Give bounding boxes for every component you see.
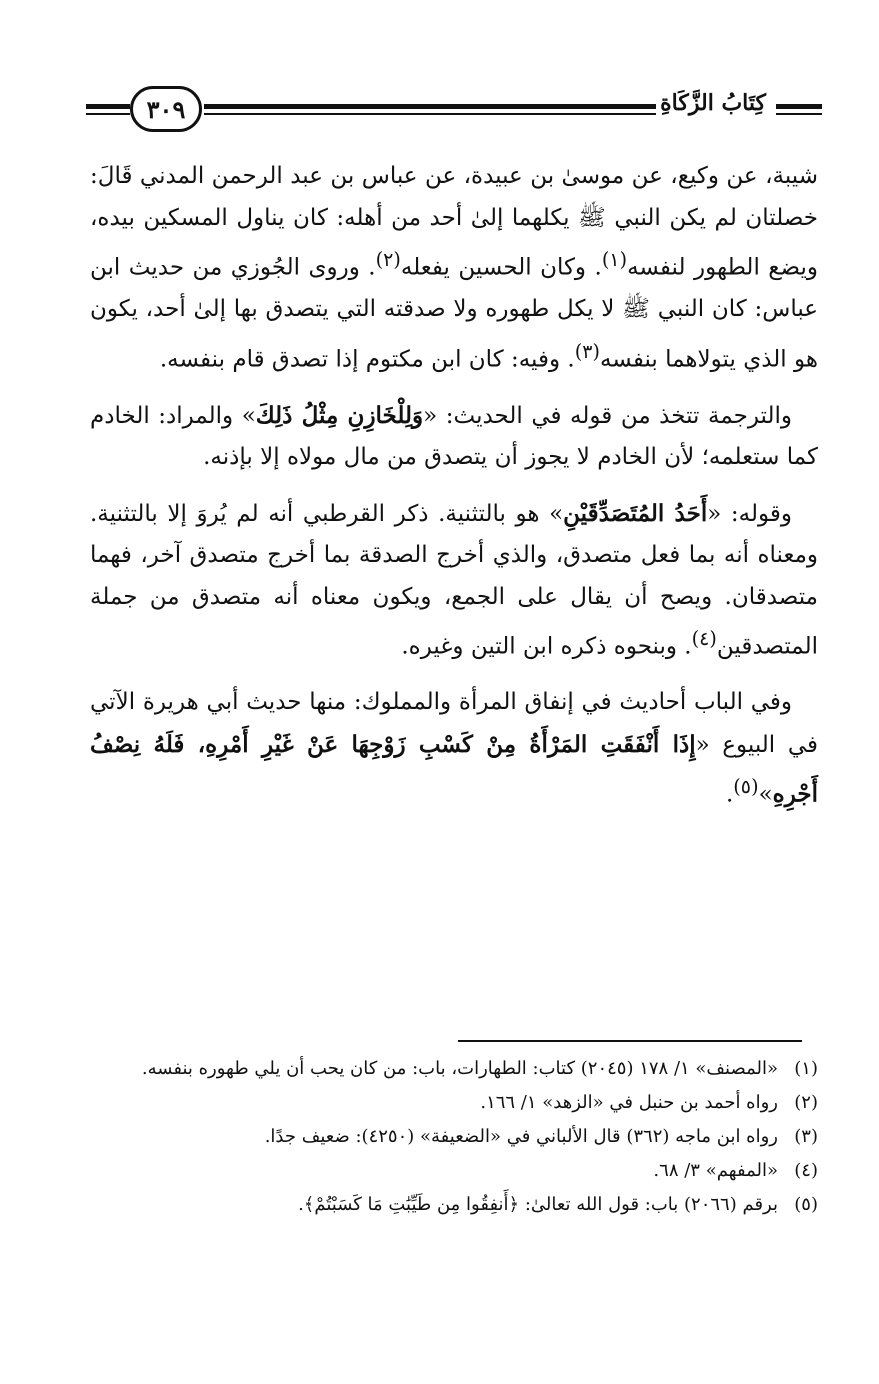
paragraph-1 bbox=[90, 156, 818, 381]
header-rule-left bbox=[86, 104, 130, 115]
text-segment: . وفيه: كان ابن مكتوم إذا تصدق قام بنفسه. bbox=[159, 346, 575, 373]
paragraph-4 bbox=[90, 682, 818, 816]
text-segment: » bbox=[758, 782, 773, 809]
text-segment: . وروى الجُوزي من حديث ابن عباس: كان النبي ﷺ لا يكل طهوره ولا صدقته التي يتصدق بها إلىٰ أحد، يكون هو الذي يتولاهما بنفسه bbox=[90, 254, 818, 373]
footnote-ref-2[interactable]: (٢) bbox=[375, 248, 401, 271]
footnote-text: برقم (٢٠٦٦) باب: قول الله تعالىٰ: ﴿أَنفِقُوا مِن طَيِّبَٰتِ مَا كَسَبْتُمْ﴾. bbox=[298, 1194, 778, 1215]
footnote-number: (١) bbox=[794, 1058, 818, 1079]
footnote-item bbox=[100, 1188, 818, 1222]
header-rule-right bbox=[776, 104, 822, 115]
footnote-number: (٤) bbox=[794, 1160, 818, 1181]
footnote-ref-1[interactable]: (١) bbox=[601, 248, 628, 271]
text-segment: . وكان الحسين يفعله bbox=[400, 254, 602, 281]
paragraph-3 bbox=[90, 493, 818, 669]
header-rule-middle bbox=[204, 104, 702, 115]
running-title: كِتَابُ الزَّكَاةِ bbox=[656, 90, 770, 116]
hadith-quote: إِذَا أَنْفَقَتِ المَرْأَةُ مِنْ كَسْبِ زَوْجِهَا عَنْ غَيْرِ أَمْرِهِ، فَلَهُ نِصْفُ أَجْرِهِ bbox=[90, 730, 818, 809]
footnotes bbox=[100, 1052, 818, 1222]
page-header bbox=[86, 84, 822, 140]
footnote-ref-3[interactable]: (٣) bbox=[574, 339, 600, 363]
footnote-item bbox=[100, 1120, 818, 1154]
text-segment: وفي الباب أحاديث في إنفاق المرأة والمملوك: منها حديث أبي هريرة الآتي في البيوع « bbox=[90, 689, 818, 758]
text-segment: شيبة، عن وكيع، عن موسىٰ بن عبيدة، عن عباس بن عبد الرحمن المدني قَالَ: خصلتان لم يكن النبي ﷺ يكلهما إلىٰ أحد من أهله: كان يناول المسكين بيده، ويضع الطهور لنفسه bbox=[90, 163, 818, 281]
footnote-separator bbox=[458, 1040, 802, 1042]
hadith-quote: وَلِلْخَازِنِ مِثْلُ ذَلِكَ bbox=[255, 401, 424, 429]
footnote-text: «المفهم» ٣/ ٦٨. bbox=[653, 1160, 778, 1181]
footnote-item bbox=[100, 1086, 818, 1120]
text-segment: والترجمة تتخذ من قوله في الحديث: « bbox=[423, 402, 792, 429]
main-text bbox=[90, 156, 818, 817]
footnote-number: (٥) bbox=[794, 1194, 818, 1215]
hadith-quote: أَحَدُ المُتَصَدِّقَيْنِ bbox=[563, 499, 708, 527]
text-segment: . وبنحوه ذكره ابن التين وغيره. bbox=[401, 633, 692, 660]
footnote-item bbox=[100, 1052, 818, 1086]
footnote-text: رواه أحمد بن حنبل في «الزهد» ١/ ١٦٦. bbox=[480, 1092, 778, 1113]
footnote-text: رواه ابن ماجه (٣٦٢) قال الألباني في «الضعيفة» (٤٢٥٠): ضعيف جدًا. bbox=[264, 1126, 778, 1147]
page-number: ٣٠٩ bbox=[130, 86, 202, 132]
paragraph-2 bbox=[90, 395, 818, 479]
footnote-text: «المصنف» ١/ ١٧٨ (٢٠٤٥) كتاب: الطهارات، باب: من كان يحب أن يلي طهوره بنفسه. bbox=[141, 1058, 778, 1079]
footnote-item bbox=[100, 1154, 818, 1188]
text-segment: . bbox=[725, 782, 734, 809]
text-segment: » هو بالتثنية. ذكر القرطبي أنه لم يُروَ إلا بالتثنية. ومعناه أنه بما فعل متصدق، والذي أخرج الصدقة بما أخرج متصدق آخر، فهما متصدقان. ويصح أن يقال على الجمع، ويكون معناه أنه متصدق من جملة المتصدقين bbox=[90, 500, 818, 660]
footnote-number: (٣) bbox=[794, 1126, 818, 1147]
footnote-ref-4[interactable]: (٤) bbox=[691, 627, 717, 651]
footnote-ref-5[interactable]: (٥) bbox=[733, 775, 759, 799]
text-segment: وقوله: « bbox=[707, 500, 792, 527]
footnote-number: (٢) bbox=[794, 1092, 818, 1113]
text-segment: » والمراد: الخادم كما ستعلمه؛ لأن الخادم لا يجوز أن يتصدق من مال مولاه إلا بإذنه. bbox=[90, 402, 818, 471]
